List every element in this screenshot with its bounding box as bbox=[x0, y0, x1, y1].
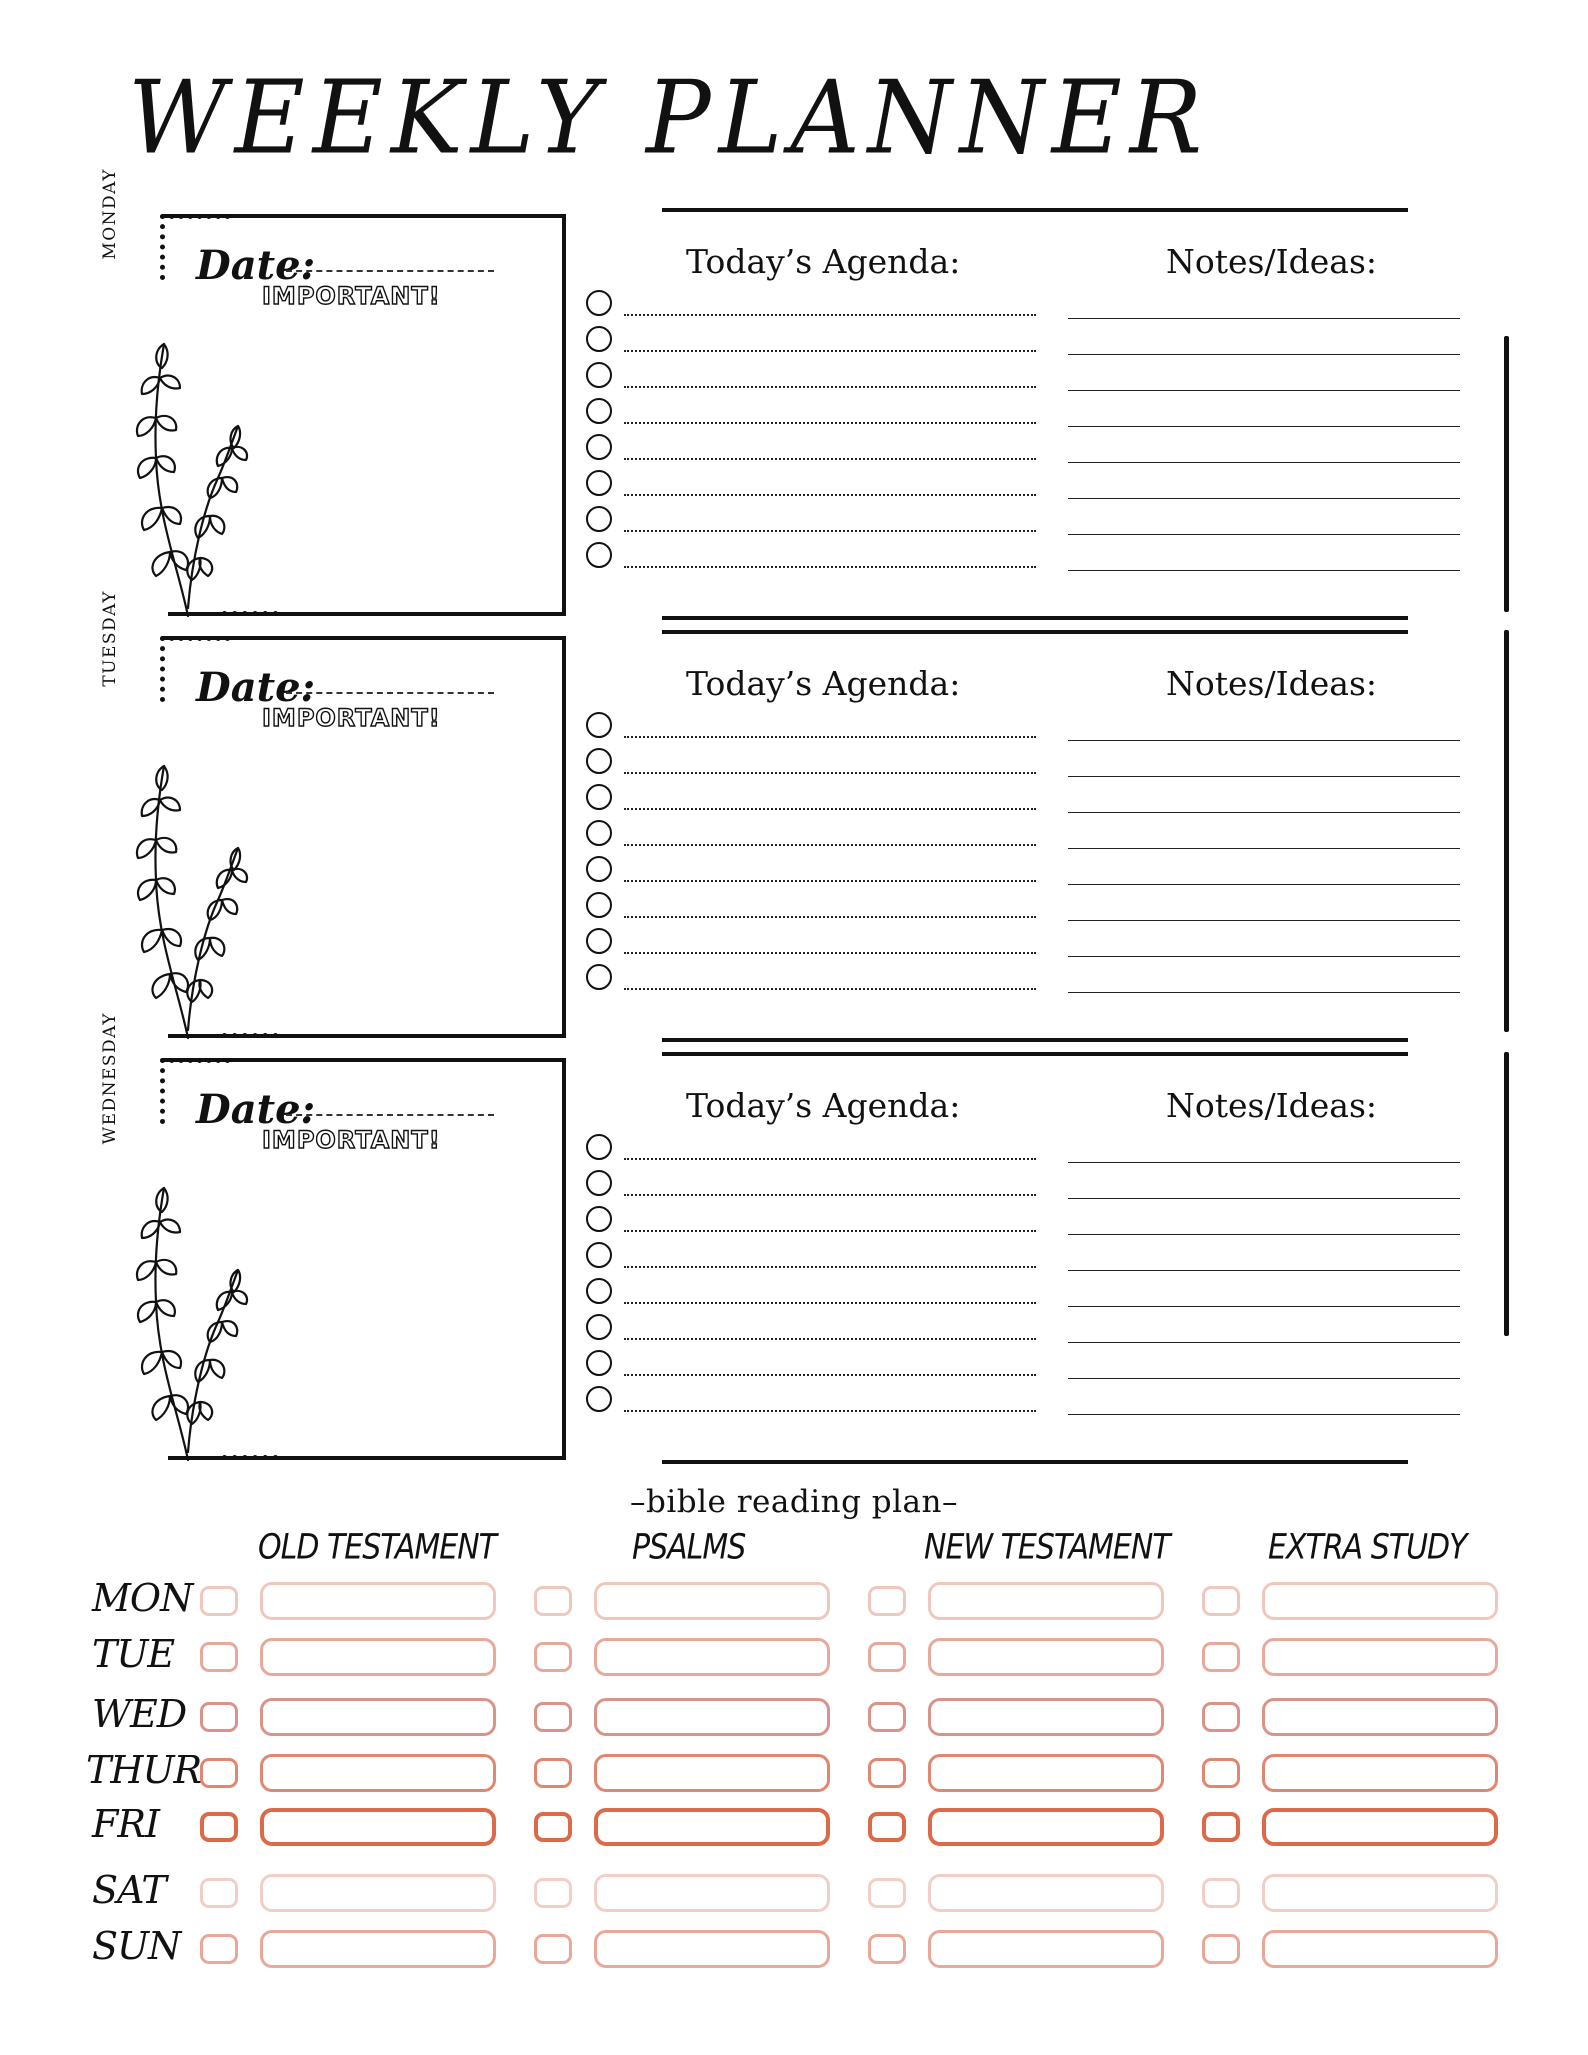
agenda-line[interactable] bbox=[624, 772, 1036, 774]
date-field[interactable] bbox=[286, 1114, 494, 1116]
reading-passage-field[interactable] bbox=[594, 1930, 830, 1968]
agenda-line[interactable] bbox=[624, 916, 1036, 918]
agenda-line[interactable] bbox=[624, 808, 1036, 810]
agenda-line[interactable] bbox=[624, 1194, 1036, 1196]
note-line[interactable] bbox=[1068, 1270, 1460, 1271]
note-line[interactable] bbox=[1068, 534, 1460, 535]
reading-checkbox[interactable] bbox=[1202, 1812, 1240, 1842]
reading-checkbox[interactable] bbox=[1202, 1642, 1240, 1672]
checkbox-circle-icon[interactable] bbox=[586, 506, 612, 532]
note-line[interactable] bbox=[1068, 1378, 1460, 1379]
reading-checkbox[interactable] bbox=[534, 1586, 572, 1616]
reading-column-header: NEW TESTAMENT bbox=[924, 1527, 1170, 1568]
checkbox-circle-icon[interactable] bbox=[586, 964, 612, 990]
reading-passage-field[interactable] bbox=[260, 1638, 496, 1676]
section-bottom-rule bbox=[662, 616, 1408, 620]
note-line[interactable] bbox=[1068, 318, 1460, 319]
checkbox-circle-icon[interactable] bbox=[586, 290, 612, 316]
note-line[interactable] bbox=[1068, 570, 1460, 571]
reading-checkbox[interactable] bbox=[868, 1702, 906, 1732]
reading-checkbox[interactable] bbox=[534, 1702, 572, 1732]
note-line[interactable] bbox=[1068, 1198, 1460, 1199]
reading-passage-field[interactable] bbox=[260, 1582, 496, 1620]
agenda-item bbox=[586, 784, 1036, 816]
note-line[interactable] bbox=[1068, 956, 1460, 957]
checkbox-circle-icon[interactable] bbox=[586, 892, 612, 918]
corner-dots bbox=[160, 1058, 230, 1067]
notes-heading: Notes/Ideas: bbox=[1166, 1086, 1378, 1125]
note-line[interactable] bbox=[1068, 1414, 1460, 1415]
note-line[interactable] bbox=[1068, 848, 1460, 849]
day-block-wednesday bbox=[0, 1012, 1588, 1472]
reading-checkbox[interactable] bbox=[534, 1878, 572, 1908]
leaf-sprig-icon bbox=[118, 338, 258, 618]
note-line[interactable] bbox=[1068, 812, 1460, 813]
reading-passage-field[interactable] bbox=[1262, 1754, 1498, 1792]
agenda-item bbox=[586, 1134, 1036, 1166]
reading-checkbox[interactable] bbox=[534, 1758, 572, 1788]
section-bottom-rule bbox=[662, 1038, 1408, 1042]
agenda-item bbox=[586, 1242, 1036, 1274]
agenda-item bbox=[586, 748, 1036, 780]
reading-passage-field[interactable] bbox=[260, 1698, 496, 1736]
important-label: IMPORTANT! bbox=[262, 1126, 441, 1154]
reading-passage-field[interactable] bbox=[594, 1754, 830, 1792]
agenda-line[interactable] bbox=[624, 1338, 1036, 1340]
checkbox-circle-icon[interactable] bbox=[586, 1170, 612, 1196]
side-dots bbox=[160, 636, 165, 702]
weekday-label: WED bbox=[92, 1692, 187, 1736]
note-line[interactable] bbox=[1068, 740, 1460, 741]
agenda-item bbox=[586, 1170, 1036, 1202]
agenda-line[interactable] bbox=[624, 350, 1036, 352]
reading-checkbox[interactable] bbox=[868, 1642, 906, 1672]
checkbox-circle-icon[interactable] bbox=[586, 856, 612, 882]
section-bottom-rule bbox=[662, 1460, 1408, 1464]
important-label: IMPORTANT! bbox=[262, 282, 441, 310]
note-line[interactable] bbox=[1068, 1342, 1460, 1343]
agenda-line[interactable] bbox=[624, 1302, 1036, 1304]
day-block-monday bbox=[0, 168, 1588, 628]
side-dots bbox=[160, 214, 165, 280]
agenda-line[interactable] bbox=[624, 314, 1036, 316]
reading-passage-field[interactable] bbox=[594, 1582, 830, 1620]
agenda-line[interactable] bbox=[624, 494, 1036, 496]
planner-title: WEEKLY PLANNER bbox=[128, 59, 1211, 177]
agenda-item bbox=[586, 506, 1036, 538]
reading-checkbox[interactable] bbox=[200, 1878, 238, 1908]
reading-checkbox[interactable] bbox=[534, 1642, 572, 1672]
checkbox-circle-icon[interactable] bbox=[586, 928, 612, 954]
reading-passage-field[interactable] bbox=[594, 1874, 830, 1912]
agenda-line[interactable] bbox=[624, 952, 1036, 954]
reading-checkbox[interactable] bbox=[868, 1812, 906, 1842]
reading-passage-field[interactable] bbox=[594, 1638, 830, 1676]
reading-checkbox[interactable] bbox=[868, 1878, 906, 1908]
date-label: Date: bbox=[196, 1086, 316, 1133]
agenda-item bbox=[586, 1386, 1036, 1418]
day-label: MONDAY bbox=[100, 168, 120, 260]
reading-checkbox[interactable] bbox=[868, 1586, 906, 1616]
agenda-line[interactable] bbox=[624, 1158, 1036, 1160]
reading-passage-field[interactable] bbox=[1262, 1930, 1498, 1968]
checkbox-circle-icon[interactable] bbox=[586, 820, 612, 846]
weekday-label: SUN bbox=[92, 1924, 181, 1968]
reading-passage-field[interactable] bbox=[260, 1930, 496, 1968]
reading-checkbox[interactable] bbox=[534, 1812, 572, 1842]
checkbox-circle-icon[interactable] bbox=[586, 748, 612, 774]
checkbox-circle-icon[interactable] bbox=[586, 434, 612, 460]
note-line[interactable] bbox=[1068, 884, 1460, 885]
checkbox-circle-icon[interactable] bbox=[586, 470, 612, 496]
date-field[interactable] bbox=[286, 270, 494, 272]
note-line[interactable] bbox=[1068, 390, 1460, 391]
reading-passage-field[interactable] bbox=[260, 1754, 496, 1792]
divider-bar-1 bbox=[1504, 336, 1509, 612]
note-line[interactable] bbox=[1068, 920, 1460, 921]
agenda-line[interactable] bbox=[624, 566, 1036, 568]
agenda-item bbox=[586, 470, 1036, 502]
reading-checkbox[interactable] bbox=[1202, 1758, 1240, 1788]
agenda-item bbox=[586, 398, 1036, 430]
checkbox-circle-icon[interactable] bbox=[586, 712, 612, 738]
reading-checkbox[interactable] bbox=[200, 1702, 238, 1732]
agenda-line[interactable] bbox=[624, 458, 1036, 460]
reading-checkbox[interactable] bbox=[1202, 1702, 1240, 1732]
checkbox-circle-icon[interactable] bbox=[586, 1314, 612, 1340]
date-label: Date: bbox=[196, 664, 316, 711]
agenda-item bbox=[586, 1278, 1036, 1310]
agenda-item bbox=[586, 290, 1036, 322]
leaf-sprig-icon bbox=[118, 760, 258, 1040]
agenda-line[interactable] bbox=[624, 1266, 1036, 1268]
reading-passage-field[interactable] bbox=[1262, 1808, 1498, 1846]
agenda-line[interactable] bbox=[624, 880, 1036, 882]
note-line[interactable] bbox=[1068, 776, 1460, 777]
day-block-tuesday bbox=[0, 590, 1588, 1050]
checkbox-circle-icon[interactable] bbox=[586, 326, 612, 352]
agenda-line[interactable] bbox=[624, 736, 1036, 738]
agenda-line[interactable] bbox=[624, 386, 1036, 388]
reading-passage-field[interactable] bbox=[928, 1698, 1164, 1736]
notes-heading: Notes/Ideas: bbox=[1166, 664, 1378, 703]
agenda-line[interactable] bbox=[624, 988, 1036, 990]
reading-passage-field[interactable] bbox=[928, 1874, 1164, 1912]
reading-checkbox[interactable] bbox=[1202, 1586, 1240, 1616]
reading-passage-field[interactable] bbox=[1262, 1638, 1498, 1676]
checkbox-circle-icon[interactable] bbox=[586, 1206, 612, 1232]
note-line[interactable] bbox=[1068, 1234, 1460, 1235]
reading-checkbox[interactable] bbox=[868, 1758, 906, 1788]
box-bottom-line bbox=[296, 1034, 566, 1038]
agenda-item bbox=[586, 1314, 1036, 1346]
reading-checkbox[interactable] bbox=[200, 1934, 238, 1964]
corner-dots bbox=[160, 214, 230, 223]
divider-bar-2 bbox=[1504, 630, 1509, 1032]
weekday-label: SAT bbox=[92, 1868, 166, 1912]
checkbox-circle-icon[interactable] bbox=[586, 1242, 612, 1268]
checkbox-circle-icon[interactable] bbox=[586, 1386, 612, 1412]
important-label: IMPORTANT! bbox=[262, 704, 441, 732]
section-top-rule bbox=[662, 630, 1408, 634]
date-field[interactable] bbox=[286, 692, 494, 694]
reading-plan-title: –bible reading plan– bbox=[630, 1484, 958, 1520]
note-line[interactable] bbox=[1068, 426, 1460, 427]
checkbox-circle-icon[interactable] bbox=[586, 784, 612, 810]
divider-bar-3 bbox=[1504, 1052, 1509, 1336]
agenda-line[interactable] bbox=[624, 844, 1036, 846]
agenda-line[interactable] bbox=[624, 422, 1036, 424]
agenda-item bbox=[586, 362, 1036, 394]
reading-checkbox[interactable] bbox=[200, 1586, 238, 1616]
reading-checkbox[interactable] bbox=[200, 1812, 238, 1842]
reading-passage-field[interactable] bbox=[260, 1808, 496, 1846]
reading-passage-field[interactable] bbox=[928, 1930, 1164, 1968]
agenda-item bbox=[586, 434, 1036, 466]
reading-passage-field[interactable] bbox=[260, 1874, 496, 1912]
reading-column-header: PSALMS bbox=[632, 1527, 746, 1568]
agenda-line[interactable] bbox=[624, 1410, 1036, 1412]
note-line[interactable] bbox=[1068, 462, 1460, 463]
agenda-line[interactable] bbox=[624, 1230, 1036, 1232]
checkbox-circle-icon[interactable] bbox=[586, 1278, 612, 1304]
note-line[interactable] bbox=[1068, 992, 1460, 993]
reading-column-header: EXTRA STUDY bbox=[1268, 1527, 1467, 1568]
leaf-sprig-icon bbox=[118, 1182, 258, 1462]
box-bottom-line bbox=[296, 612, 566, 616]
reading-column-header: OLD TESTAMENT bbox=[258, 1527, 496, 1568]
reading-checkbox[interactable] bbox=[1202, 1934, 1240, 1964]
day-label: TUESDAY bbox=[100, 590, 120, 687]
reading-passage-field[interactable] bbox=[1262, 1698, 1498, 1736]
reading-passage-field[interactable] bbox=[928, 1582, 1164, 1620]
reading-passage-field[interactable] bbox=[594, 1808, 830, 1846]
note-line[interactable] bbox=[1068, 498, 1460, 499]
date-label: Date: bbox=[196, 242, 316, 289]
reading-passage-field[interactable] bbox=[928, 1638, 1164, 1676]
reading-passage-field[interactable] bbox=[1262, 1874, 1498, 1912]
reading-checkbox[interactable] bbox=[200, 1758, 238, 1788]
weekday-label: TUE bbox=[92, 1632, 175, 1676]
section-top-rule bbox=[662, 208, 1408, 212]
agenda-item bbox=[586, 892, 1036, 924]
reading-passage-field[interactable] bbox=[928, 1754, 1164, 1792]
agenda-item bbox=[586, 928, 1036, 960]
agenda-heading: Today’s Agenda: bbox=[686, 664, 961, 703]
note-line[interactable] bbox=[1068, 354, 1460, 355]
agenda-item bbox=[586, 820, 1036, 852]
reading-checkbox[interactable] bbox=[534, 1934, 572, 1964]
reading-passage-field[interactable] bbox=[928, 1808, 1164, 1846]
corner-dots bbox=[160, 636, 230, 645]
box-bottom-line bbox=[296, 1456, 566, 1460]
checkbox-circle-icon[interactable] bbox=[586, 1350, 612, 1376]
agenda-item bbox=[586, 712, 1036, 744]
agenda-item bbox=[586, 326, 1036, 358]
section-top-rule bbox=[662, 1052, 1408, 1056]
reading-passage-field[interactable] bbox=[1262, 1582, 1498, 1620]
weekday-label: THUR bbox=[86, 1748, 202, 1792]
agenda-item bbox=[586, 542, 1036, 574]
agenda-line[interactable] bbox=[624, 1374, 1036, 1376]
weekday-label: MON bbox=[92, 1576, 193, 1620]
agenda-item bbox=[586, 856, 1036, 888]
checkbox-circle-icon[interactable] bbox=[586, 362, 612, 388]
agenda-heading: Today’s Agenda: bbox=[686, 242, 961, 281]
checkbox-circle-icon[interactable] bbox=[586, 398, 612, 424]
note-line[interactable] bbox=[1068, 1306, 1460, 1307]
reading-passage-field[interactable] bbox=[594, 1698, 830, 1736]
weekday-label: FRI bbox=[92, 1802, 159, 1846]
agenda-item bbox=[586, 1350, 1036, 1382]
note-line[interactable] bbox=[1068, 1162, 1460, 1163]
side-dots bbox=[160, 1058, 165, 1124]
agenda-line[interactable] bbox=[624, 530, 1036, 532]
reading-checkbox[interactable] bbox=[1202, 1878, 1240, 1908]
reading-checkbox[interactable] bbox=[868, 1934, 906, 1964]
reading-checkbox[interactable] bbox=[200, 1642, 238, 1672]
checkbox-circle-icon[interactable] bbox=[586, 542, 612, 568]
agenda-item bbox=[586, 964, 1036, 996]
agenda-heading: Today’s Agenda: bbox=[686, 1086, 961, 1125]
notes-heading: Notes/Ideas: bbox=[1166, 242, 1378, 281]
agenda-item bbox=[586, 1206, 1036, 1238]
day-label: WEDNESDAY bbox=[100, 1012, 120, 1145]
checkbox-circle-icon[interactable] bbox=[586, 1134, 612, 1160]
